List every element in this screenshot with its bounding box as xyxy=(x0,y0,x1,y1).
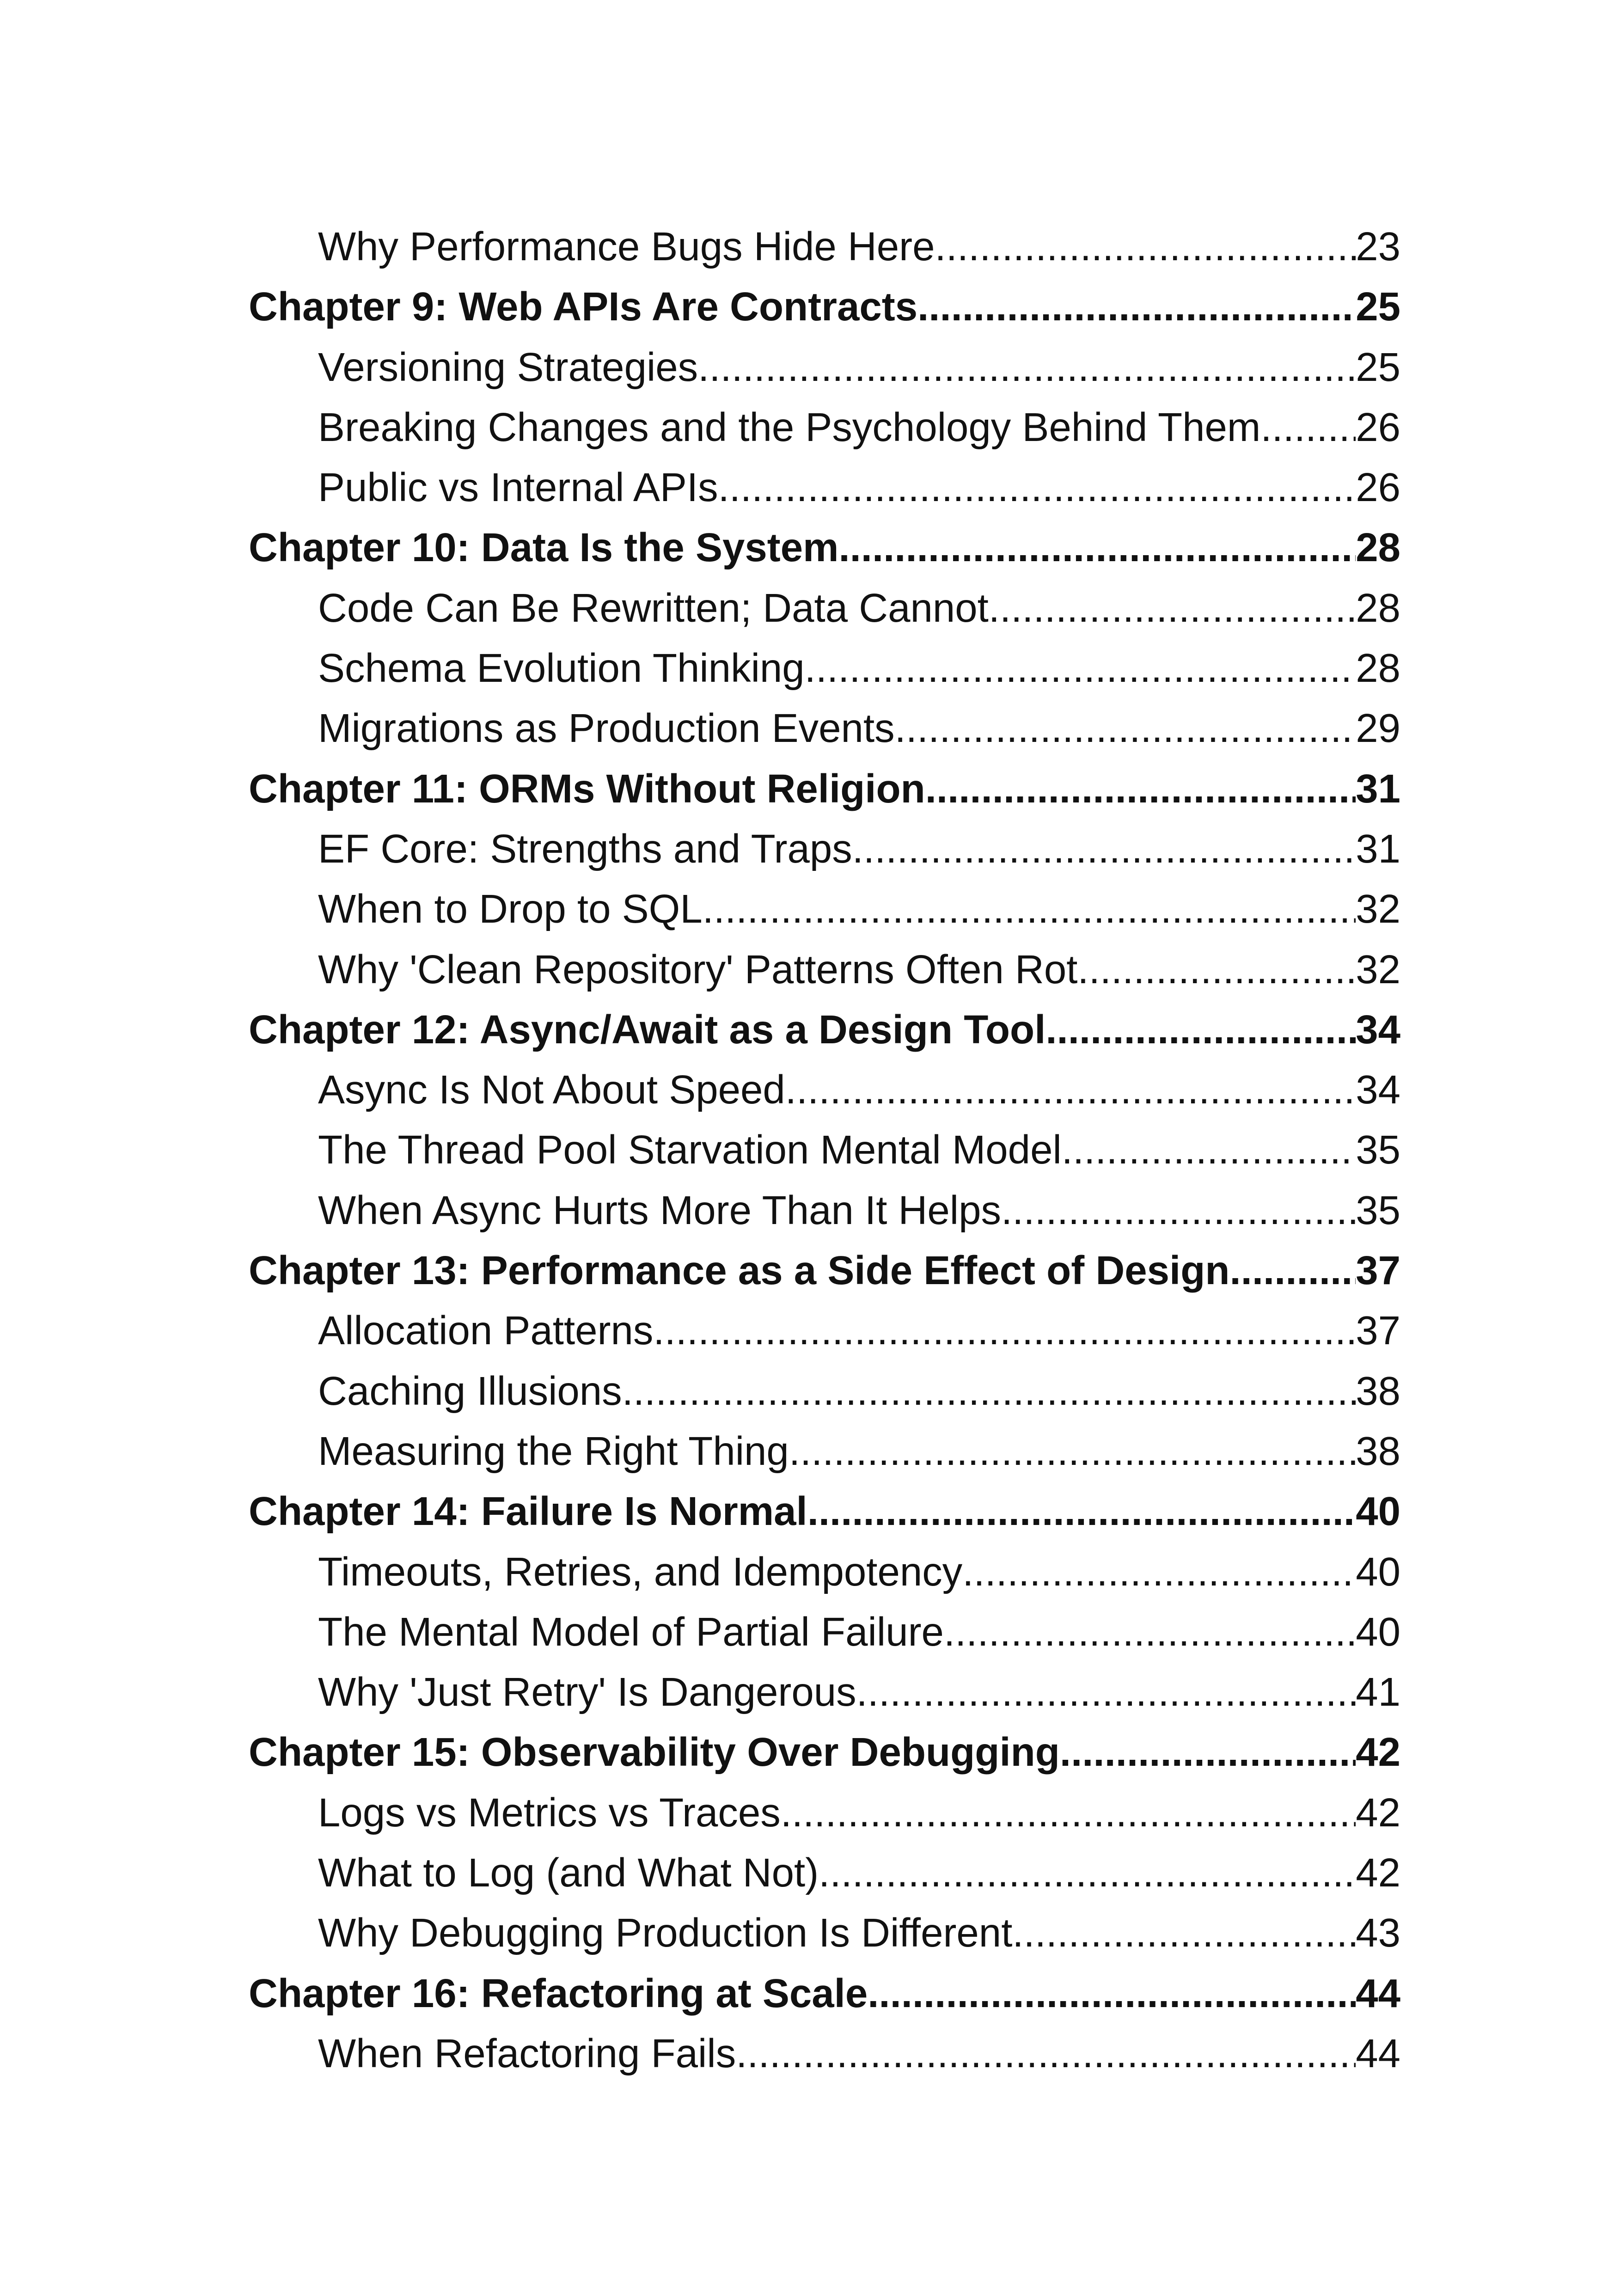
toc-section-entry xyxy=(249,1602,1400,1662)
toc-chapter-entry xyxy=(249,1241,1400,1301)
dot-leader xyxy=(1012,1903,1356,1963)
chapter-title: Chapter 15: Observability Over Debugging xyxy=(249,1730,1060,1775)
toc-section-entry xyxy=(249,1120,1400,1180)
table-of-contents xyxy=(249,217,1400,2084)
section-title: Public vs Internal APIs xyxy=(318,465,718,510)
dot-leader xyxy=(856,1662,1356,1722)
dot-leader xyxy=(718,458,1356,518)
page-number: 40 xyxy=(1356,1549,1400,1594)
section-title: Schema Evolution Thinking xyxy=(318,646,805,691)
section-title: When to Drop to SQL xyxy=(318,887,703,932)
section-title: Breaking Changes and the Psychology Behind Them xyxy=(318,404,1261,450)
page-number: 42 xyxy=(1356,1730,1400,1775)
dot-leader xyxy=(962,1542,1356,1602)
page-number: 43 xyxy=(1356,1910,1400,1956)
toc-section-entry xyxy=(249,458,1400,518)
dot-leader xyxy=(895,698,1356,759)
section-title: Timeouts, Retries, and Idempotency xyxy=(318,1549,963,1594)
toc-section-entry xyxy=(249,638,1400,698)
page-number: 31 xyxy=(1356,766,1400,811)
page-number: 25 xyxy=(1356,344,1400,390)
dot-leader xyxy=(1260,398,1356,458)
section-title: What to Log (and What Not) xyxy=(318,1850,819,1896)
page-number: 44 xyxy=(1356,1971,1400,2016)
section-title: When Refactoring Fails xyxy=(318,2031,736,2076)
page-number: 42 xyxy=(1356,1850,1400,1896)
page-number: 23 xyxy=(1356,224,1400,269)
dot-leader xyxy=(807,1482,1356,1542)
section-title: Code Can Be Rewritten; Data Cannot xyxy=(318,585,989,631)
page-number: 40 xyxy=(1356,1609,1400,1654)
dot-leader xyxy=(935,217,1356,277)
dot-leader xyxy=(785,1060,1356,1120)
toc-section-entry xyxy=(249,578,1400,638)
chapter-title: Chapter 10: Data Is the System xyxy=(249,525,839,570)
dot-leader xyxy=(703,879,1356,939)
page-number: 34 xyxy=(1356,1007,1400,1052)
toc-section-entry xyxy=(249,1783,1400,1843)
dot-leader xyxy=(789,1421,1356,1482)
dot-leader xyxy=(805,638,1356,698)
chapter-title: Chapter 16: Refactoring at Scale xyxy=(249,1971,868,2016)
page-number: 28 xyxy=(1356,525,1400,570)
section-title: Why Debugging Production Is Different xyxy=(318,1910,1013,1956)
dot-leader xyxy=(622,1361,1356,1421)
page-number: 31 xyxy=(1356,826,1400,871)
toc-section-entry xyxy=(249,1060,1400,1120)
page-number: 37 xyxy=(1356,1308,1400,1353)
page-number: 40 xyxy=(1356,1489,1400,1534)
page-number: 26 xyxy=(1356,465,1400,510)
toc-chapter-entry xyxy=(249,759,1400,819)
dot-leader xyxy=(838,518,1356,578)
chapter-title: Chapter 12: Async/Await as a Design Tool xyxy=(249,1007,1046,1052)
page-number: 32 xyxy=(1356,947,1400,992)
toc-section-entry xyxy=(249,879,1400,939)
dot-leader xyxy=(925,759,1356,819)
dot-leader xyxy=(868,1964,1356,2024)
page-number: 25 xyxy=(1356,284,1400,330)
chapter-title: Chapter 13: Performance as a Side Effect of Design xyxy=(249,1248,1230,1293)
toc-section-entry xyxy=(249,1903,1400,1963)
section-title: Versioning Strategies xyxy=(318,344,698,390)
dot-leader xyxy=(852,819,1356,879)
dot-leader xyxy=(1062,1120,1356,1180)
section-title: Migrations as Production Events xyxy=(318,706,895,751)
section-title: Logs vs Metrics vs Traces xyxy=(318,1790,781,1835)
dot-leader xyxy=(989,578,1356,638)
dot-leader xyxy=(1001,1181,1356,1241)
dot-leader xyxy=(653,1301,1356,1361)
toc-chapter-entry xyxy=(249,1964,1400,2024)
dot-leader xyxy=(1230,1241,1356,1301)
toc-section-entry xyxy=(249,1421,1400,1482)
page-number: 42 xyxy=(1356,1790,1400,1835)
page-number: 35 xyxy=(1356,1188,1400,1233)
chapter-title: Chapter 11: ORMs Without Religion xyxy=(249,766,925,811)
chapter-title: Chapter 9: Web APIs Are Contracts xyxy=(249,284,918,330)
page-number: 28 xyxy=(1356,585,1400,631)
toc-section-entry xyxy=(249,698,1400,759)
page-number: 29 xyxy=(1356,706,1400,751)
page-number: 44 xyxy=(1356,2031,1400,2076)
toc-section-entry xyxy=(249,940,1400,1000)
page-number: 26 xyxy=(1356,404,1400,450)
dot-leader xyxy=(944,1602,1356,1662)
dot-leader xyxy=(698,337,1356,398)
toc-section-entry xyxy=(249,337,1400,398)
dot-leader xyxy=(1045,1000,1356,1060)
section-title: Async Is Not About Speed xyxy=(318,1067,785,1113)
dot-leader xyxy=(1060,1722,1356,1782)
dot-leader xyxy=(1077,940,1356,1000)
toc-section-entry xyxy=(249,1662,1400,1722)
toc-section-entry xyxy=(249,398,1400,458)
section-title: When Async Hurts More Than It Helps xyxy=(318,1188,1001,1233)
toc-chapter-entry xyxy=(249,1482,1400,1542)
toc-chapter-entry xyxy=(249,518,1400,578)
section-title: Why Performance Bugs Hide Here xyxy=(318,224,935,269)
toc-section-entry xyxy=(249,1843,1400,1903)
toc-section-entry xyxy=(249,2024,1400,2084)
toc-section-entry xyxy=(249,217,1400,277)
chapter-title: Chapter 14: Failure Is Normal xyxy=(249,1489,807,1534)
section-title: Why 'Clean Repository' Patterns Often Rot xyxy=(318,947,1078,992)
page-number: 34 xyxy=(1356,1067,1400,1113)
page-number: 38 xyxy=(1356,1368,1400,1414)
page-number: 41 xyxy=(1356,1670,1400,1715)
section-title: The Thread Pool Starvation Mental Model xyxy=(318,1127,1062,1173)
dot-leader xyxy=(736,2024,1356,2084)
toc-section-entry xyxy=(249,819,1400,879)
toc-chapter-entry xyxy=(249,1000,1400,1060)
section-title: Why 'Just Retry' Is Dangerous xyxy=(318,1670,856,1715)
page-number: 28 xyxy=(1356,646,1400,691)
dot-leader xyxy=(917,277,1356,337)
page-number: 35 xyxy=(1356,1127,1400,1173)
toc-chapter-entry xyxy=(249,1722,1400,1782)
section-title: Allocation Patterns xyxy=(318,1308,654,1353)
toc-section-entry xyxy=(249,1181,1400,1241)
page-number: 37 xyxy=(1356,1248,1400,1293)
page-number: 38 xyxy=(1356,1428,1400,1474)
section-title: The Mental Model of Partial Failure xyxy=(318,1609,944,1654)
toc-section-entry xyxy=(249,1542,1400,1602)
dot-leader xyxy=(819,1843,1356,1903)
toc-chapter-entry xyxy=(249,277,1400,337)
section-title: Measuring the Right Thing xyxy=(318,1428,789,1474)
section-title: EF Core: Strengths and Traps xyxy=(318,826,852,871)
toc-section-entry xyxy=(249,1301,1400,1361)
section-title: Caching Illusions xyxy=(318,1368,622,1414)
page-number: 32 xyxy=(1356,887,1400,932)
dot-leader xyxy=(781,1783,1356,1843)
toc-section-entry xyxy=(249,1361,1400,1421)
